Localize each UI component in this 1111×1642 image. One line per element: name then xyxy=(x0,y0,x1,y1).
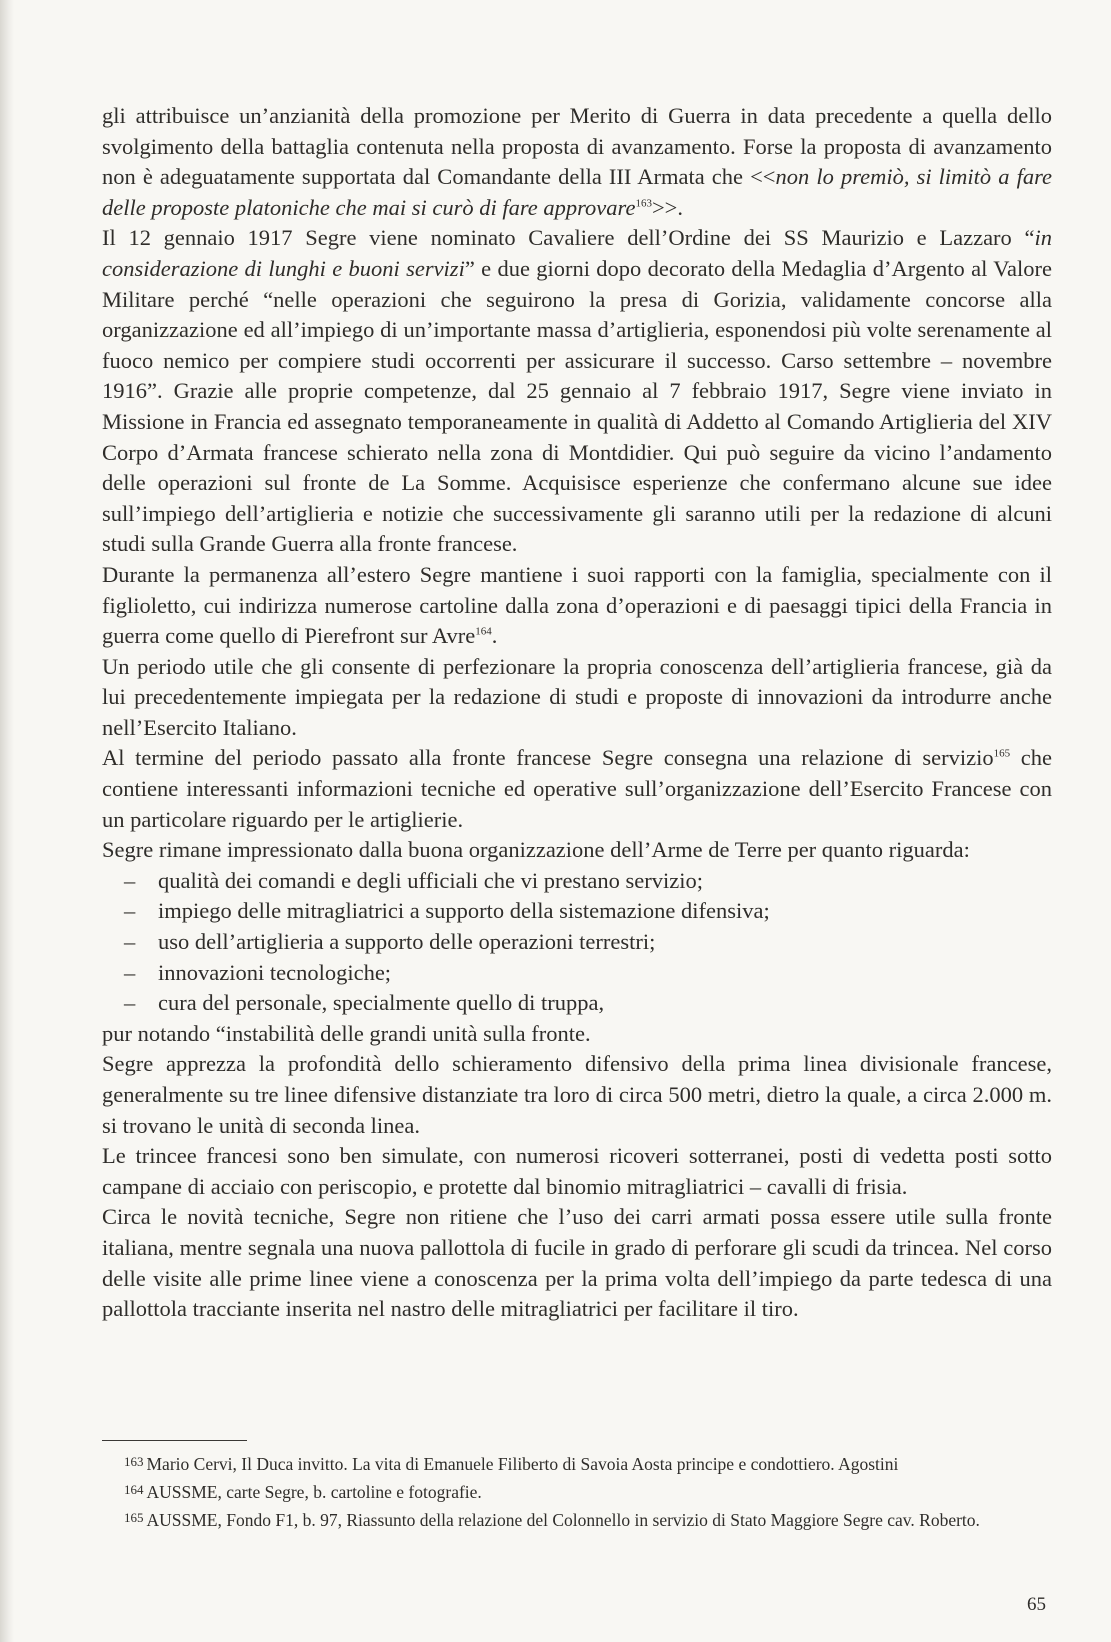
paragraph-3: Durante la permanenza all’estero Segre mantiene i suoi rapporti con la famiglia, specialmente con il figlioletto, cui indirizza numerose cartoline dalla zona d’operazioni e di paesaggi tipici della Francia in guerra come quello di Pierefront sur Avre$^{164}$. xyxy=(102,561,1052,649)
italic-quote: in considerazione di lunghi e buoni servizi xyxy=(102,225,1052,281)
footnote-ref-163[interactable]: 163 xyxy=(635,197,652,210)
footnote-number: 163 xyxy=(124,1454,144,1469)
dash-bullet: – xyxy=(124,898,136,924)
footnote-163: $^{163}$ Mario Cervi, Il Duca invitto. La vita di Emanuele Filiberto di Savoia Aosta principe e condottiero. Agostini xyxy=(124,1454,899,1474)
dash-bullet: – xyxy=(124,990,136,1016)
italic-quote: non lo premiò, si limitò a fare delle proposte platoniche che mai si curò di fare approvare xyxy=(102,164,1052,220)
paragraph-6: Segre rimane impressionato dalla buona organizzazione dell’Arme de Terre per quanto riguarda: xyxy=(102,837,970,863)
paragraph-1: gli attribuisce un’anzianità della promozione per Merito di Guerra in data precedente a quella dello svolgimento della battaglia contenuta nella proposta di avanzamento. Forse la proposta di avanzamento non è adeguatamente supportata dal Comandante della III Armata che <<non lo premiò, si limitò a fare delle proposte platoniche che mai si curò di fare approvare$^{163}$>>. xyxy=(102,103,1052,220)
list-item: – qualità dei comandi e degli ufficiali che vi prestano servizio; xyxy=(124,866,1052,897)
paragraph-4: Un periodo utile che gli consente di perfezionare la propria conoscenza dell’artiglieria francese, già da lui precedentemente impiegata per la redazione di studi e proposte di innovazioni da introdurre anche nell’Esercito Italiano. xyxy=(102,653,1052,740)
footnote-165: $^{165}$ AUSSME, Fondo F1, b. 97, Riassunto della relazione del Colonnello in servizio di Stato Maggiore Segre cav. Roberto. xyxy=(124,1510,980,1530)
footnotes xyxy=(102,1449,1052,1533)
paragraph-7: pur notando “instabilità delle grandi unità sulla fronte. xyxy=(102,1020,591,1046)
dash-list xyxy=(102,866,1052,1019)
footnote-ref-164[interactable]: 164 xyxy=(475,625,492,638)
footnote-separator xyxy=(102,1440,247,1441)
dash-bullet: – xyxy=(124,867,136,893)
paragraph-9: Le trincee francesi sono ben simulate, con numerosi ricoveri sotterranei, posti di vedetta posti sotto campane di acciaio con periscopio, e protette dal binomio mitragliatrici – cavalli di frisia. xyxy=(102,1143,1052,1199)
list-item: – uso dell’artiglieria a supporto delle operazioni terrestri; xyxy=(124,927,1052,958)
footnote-number: 164 xyxy=(124,1482,144,1497)
page-gutter-shadow xyxy=(0,0,14,1642)
list-item: – innovazioni tecnologiche; xyxy=(124,958,1052,989)
footnote-number: 165 xyxy=(124,1510,144,1525)
paragraph-10: Circa le novità tecniche, Segre non ritiene che l’uso dei carri armati possa essere utile sulla fronte italiana, mentre segnala una nuova pallottola di fucile in grado di perforare gli scudi da trincea. Nel corso delle visite alle prime linee viene a conoscenza per la prima volta dell’impiego da parte tedesca di una pallottola tracciante inserita nel nastro delle mitragliatrici per facilitare il tiro. xyxy=(102,1204,1052,1322)
body-text xyxy=(102,101,1052,1325)
footnote-ref-165[interactable]: 165 xyxy=(993,747,1011,760)
paragraph-2: Il 12 gennaio 1917 Segre viene nominato Cavaliere dell’Ordine dei SS Maurizio e Lazzaro “in considerazione di lunghi e buoni servizi” e due giorni dopo decorato della Medaglia d’Argento al Valore Militare perché “nelle operazioni che seguirono la presa di Gorizia, validamente concorse alla organizzazione ed all’impiego di un’importante massa d’artiglieria, esponendosi più volte serenamente al fuoco nemico per compiere studi occorrenti per assicurare il successo. Carso settembre – novembre 1916”. Grazie alle proprie competenze, dal 25 gennaio al 7 febbraio 1917, Segre viene inviato in Missione in Francia ed assegnato temporaneamente in qualità di Addetto al Comando Artiglieria del XIV Corpo d’Armata francese schierato nella zona di Montdidier. Qui può seguire da vicino l’andamento delle operazioni sul fronte de La Somme. Acquisisce esperienze che confermano alcune sue idee sull’impiego dell’artiglieria e notizie che successivamente gli saranno utili per la redazione di alcuni studi sulla Grande Guerra alla fronte francese. xyxy=(102,225,1052,557)
dash-bullet: – xyxy=(124,929,136,955)
list-item: – impiego delle mitragliatrici a supporto della sistemazione difensiva; xyxy=(124,896,1052,927)
paragraph-8: Segre apprezza la profondità dello schieramento difensivo della prima linea divisionale francese, generalmente su tre linee difensive distanziate tra loro di circa 500 metri, dietro la quale, a circa 2.000 m. si trovano le unità di seconda linea. xyxy=(102,1051,1052,1138)
list-item: – cura del personale, specialmente quello di truppa, xyxy=(124,988,1052,1019)
page-number: 65 xyxy=(1027,1594,1046,1615)
footnote-164: $^{164}$ AUSSME, carte Segre, b. cartoline e fotografie. xyxy=(124,1482,482,1502)
dash-bullet: – xyxy=(124,959,136,985)
paragraph-5: Al termine del periodo passato alla fronte francese Segre consegna una relazione di servizio$^{165}$ che contiene interessanti informazioni tecniche ed operative sull’organizzazione dell’Esercito Francese con un particolare riguardo per le artiglierie. xyxy=(102,745,1052,832)
